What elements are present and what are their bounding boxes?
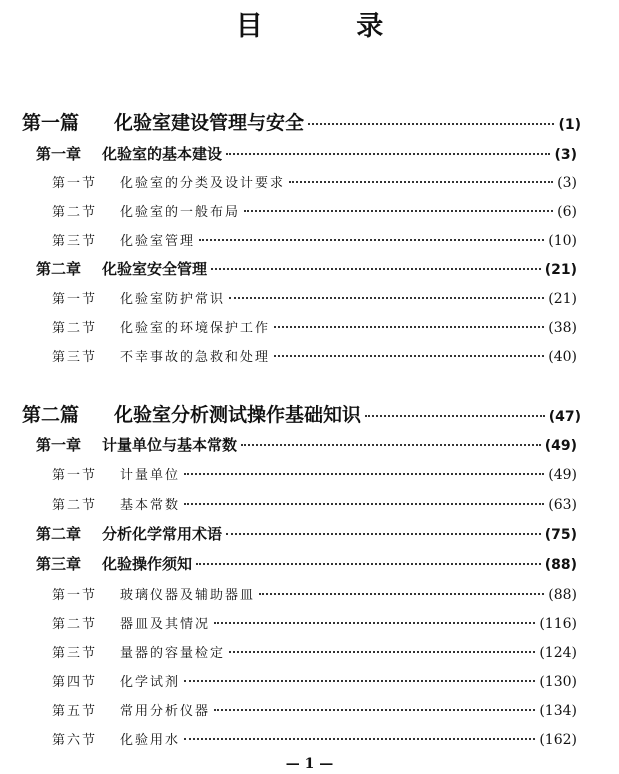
toc-entry-label: 第二节: [52, 321, 98, 336]
toc-entry-page: (21): [548, 291, 577, 307]
toc-entry-page: (49): [548, 467, 577, 483]
toc-entry-chap: [36, 553, 577, 574]
toc-entry-title: 计量单位: [120, 468, 181, 483]
toc-entry-label: 第四节: [52, 675, 98, 690]
dot-leader: [184, 473, 544, 475]
toc-entry-label: 第一篇: [22, 112, 80, 134]
toc-entry-chap: [36, 143, 577, 164]
toc-entry-sec: [52, 671, 577, 690]
dot-leader: [184, 738, 535, 740]
toc-entry-label: 第一章: [36, 436, 82, 454]
dot-leader: [289, 181, 553, 183]
toc-entry-title: 玻璃仪器及辅助器皿: [120, 588, 256, 603]
toc-entry-chap: [36, 434, 577, 455]
dot-leader: [184, 503, 544, 505]
toc-entry-label: 第一节: [52, 292, 98, 307]
toc-entry-sec: [52, 642, 577, 661]
toc-entry-title: 化验室管理: [120, 234, 196, 249]
dot-leader: [244, 210, 553, 212]
toc-entry-page: (88): [548, 587, 577, 603]
toc-entry-sec: [52, 288, 577, 307]
dot-leader: [211, 268, 541, 270]
toc-entry-sec: [52, 201, 577, 220]
toc-entry-page: (134): [539, 703, 577, 719]
toc-entry-page: (124): [539, 645, 577, 661]
toc-entry-title: 不幸事故的急救和处理: [120, 350, 271, 365]
toc-entry-page: (21): [544, 262, 577, 278]
toc-entry-sec: [52, 700, 577, 719]
toc-entry-chap: [36, 523, 577, 544]
toc-entry-label: 第二章: [36, 525, 82, 543]
toc-entry-label: 第三节: [52, 350, 98, 365]
toc-entry-title: 基本常数: [120, 498, 181, 513]
toc-entry-label: 第一章: [36, 145, 82, 163]
dot-leader: [226, 533, 541, 535]
dot-leader: [259, 593, 544, 595]
toc-entry-title: 化验室安全管理: [102, 260, 208, 278]
toc-entry-title: 化验室建设管理与安全: [114, 112, 305, 134]
toc-entry-sec: [52, 584, 577, 603]
toc-entry-title: 化验室防护常识: [120, 292, 226, 307]
page-title: 目 录: [235, 11, 426, 42]
toc-entry-title: 分析化学常用术语: [102, 525, 223, 543]
toc-entry-title: 化学试剂: [120, 675, 181, 690]
toc-entry-title: 化验用水: [120, 733, 181, 748]
toc-entry-sec: [52, 494, 577, 513]
toc-entry-label: 第三节: [52, 234, 98, 249]
toc-entry-title: 器皿及其情况: [120, 617, 211, 632]
dot-leader: [199, 239, 544, 241]
toc-entry-label: 第一节: [52, 588, 98, 603]
toc-entry-sec: [52, 613, 577, 632]
toc-entry-page: (116): [539, 616, 577, 632]
toc-entry-title: 化验室的分类及设计要求: [120, 176, 286, 191]
toc-entry-page: (3): [557, 175, 577, 191]
dot-leader: [241, 444, 541, 446]
toc-entry-page: (47): [548, 409, 581, 425]
toc-entry-part: [22, 108, 581, 135]
toc-entry-page: (10): [548, 233, 577, 249]
toc-entry-page: (6): [557, 204, 577, 220]
toc-entry-label: 第三章: [36, 555, 82, 573]
toc-entry-page: (1): [558, 117, 581, 133]
toc-entry-label: 第六节: [52, 733, 98, 748]
dot-leader: [229, 297, 544, 299]
dot-leader: [229, 651, 535, 653]
toc-entry-page: (63): [548, 497, 577, 513]
dot-leader: [308, 123, 554, 125]
toc-entry-page: (88): [544, 557, 577, 573]
toc-entry-page: (38): [548, 320, 577, 336]
toc-entry-label: 第三节: [52, 646, 98, 661]
toc-entry-title: 计量单位与基本常数: [102, 436, 238, 454]
toc-entry-label: 第二节: [52, 205, 98, 220]
toc-entry-sec: [52, 464, 577, 483]
toc-entry-title: 化验室的一般布局: [120, 205, 241, 220]
toc-entry-sec: [52, 346, 577, 365]
toc-entry-title: 量器的容量检定: [120, 646, 226, 661]
toc-entry-title: 化验室的基本建设: [102, 145, 223, 163]
toc-entry-label: 第一节: [52, 176, 98, 191]
toc-entry-page: (75): [544, 527, 577, 543]
toc-entry-sec: [52, 729, 577, 748]
dot-leader: [196, 563, 541, 565]
page-number: — 1 —: [285, 756, 334, 772]
toc-entry-page: (3): [554, 147, 577, 163]
toc-entry-title: 常用分析仪器: [120, 704, 211, 719]
dot-leader: [274, 355, 544, 357]
toc-entry-title: 化验室的环境保护工作: [120, 321, 271, 336]
dot-leader: [274, 326, 544, 328]
dot-leader: [184, 680, 535, 682]
toc-entry-title: 化验室分析测试操作基础知识: [114, 404, 362, 426]
toc-entry-sec: [52, 172, 577, 191]
toc-entry-page: (40): [548, 349, 577, 365]
toc-entry-label: 第二节: [52, 617, 98, 632]
toc-entry-chap: [36, 258, 577, 279]
toc-entry-label: 第一节: [52, 468, 98, 483]
toc-entry-sec: [52, 230, 577, 249]
toc-entry-label: 第二篇: [22, 404, 80, 426]
dot-leader: [214, 622, 535, 624]
toc-entry-label: 第五节: [52, 704, 98, 719]
toc-entry-label: 第二章: [36, 260, 82, 278]
toc-entry-page: (130): [539, 674, 577, 690]
toc-entry-title: 化验操作须知: [102, 555, 193, 573]
toc-entry-page: (162): [539, 732, 577, 748]
dot-leader: [214, 709, 535, 711]
dot-leader: [226, 153, 550, 155]
toc-entry-part: [22, 400, 581, 427]
toc-entry-page: (49): [544, 438, 577, 454]
dot-leader: [365, 415, 545, 417]
toc-entry-label: 第二节: [52, 498, 98, 513]
toc-entry-sec: [52, 317, 577, 336]
